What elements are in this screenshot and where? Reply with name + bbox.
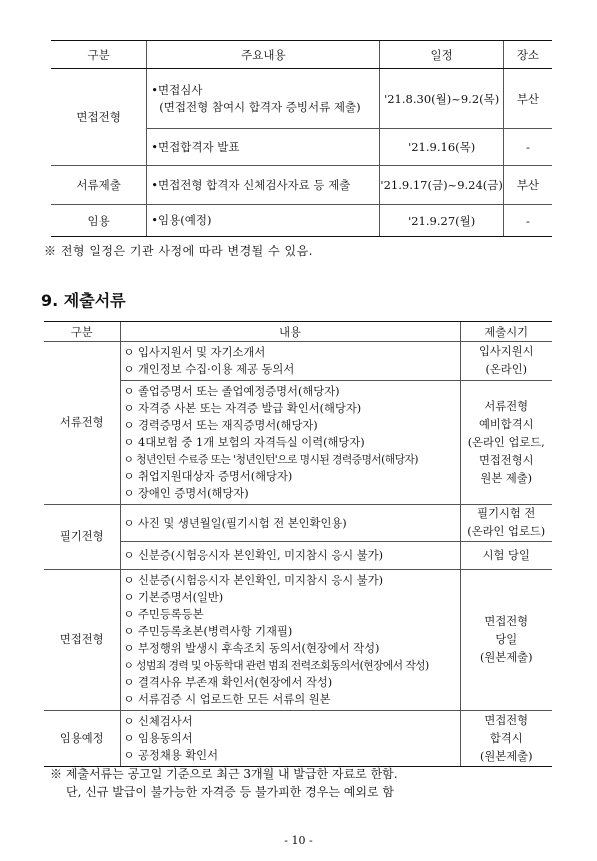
item-list [120, 542, 460, 570]
list-item: ㅇ 주민등록등본 [123, 608, 204, 621]
row-content [147, 205, 380, 237]
list-item: ㅇ 취업지원대상자 증명서(해당자) [123, 470, 293, 483]
page-number: - 10 - [284, 834, 313, 847]
row-place: - [503, 129, 552, 166]
row-content [147, 69, 380, 129]
header-content: 내용 [120, 322, 460, 342]
table-row [44, 342, 552, 381]
timing-line: (온라인) [485, 363, 528, 376]
table-row [44, 381, 552, 505]
header-category: 구분 [44, 322, 120, 342]
item-list [120, 342, 460, 381]
timing-line: 당일 [495, 633, 518, 646]
schedule-table [51, 40, 552, 237]
submit-timing [460, 342, 552, 381]
row-content [147, 129, 380, 166]
timing-line: 원본 제출) [480, 471, 533, 485]
item-list [120, 711, 460, 767]
list-item: ㅇ 신분증(시험응시자 본인확인, 미지참시 응시 불가) [123, 574, 384, 587]
header-timing: 제출시기 [460, 322, 552, 342]
timing-line: 면접전형 [484, 615, 529, 628]
content-line: •임용(예정) [151, 213, 212, 227]
documents-header-row [44, 322, 552, 342]
list-item: ㅇ 장애인 증명서(해당자) [123, 487, 249, 500]
group-category: 임용예정 [44, 711, 120, 767]
row-content [147, 166, 380, 205]
timing-line: 필기시험 전 [477, 507, 536, 520]
list-item: ㅇ 경력증명서 또는 재직증명서(해당자) [123, 419, 318, 432]
timing-line: (온라인 업로드, [467, 435, 545, 449]
row-date: '21.9.17(금)~9.24(금) [380, 166, 503, 205]
table-row [51, 166, 552, 205]
schedule-note: ※ 전형 일정은 기관 사정에 따라 변경될 수 있음. [44, 244, 313, 258]
list-item: ㅇ 서류검증 시 업로드한 모든 서류의 원본 [123, 693, 331, 706]
list-item: ㅇ 기본증명서(일반) [123, 591, 224, 604]
list-item: ㅇ 임용동의서 [123, 732, 193, 745]
table-row [51, 205, 552, 237]
documents-note [50, 765, 398, 801]
timing-line: 면접전형 [484, 713, 529, 727]
list-item: ㅇ 사진 및 생년월일(필기시험 전 본인확인용) [123, 516, 347, 530]
submit-timing [460, 570, 552, 711]
header-content: 주요내용 [147, 41, 380, 69]
content-line: (면접전형 참여시 합격자 증빙서류 제출) [159, 99, 361, 114]
list-item: ㅇ 입사지원서 및 자기소개서 [123, 346, 266, 359]
table-row [44, 570, 552, 711]
row-category: 서류제출 [51, 166, 147, 205]
list-item: ㅇ 신분증(시험응시자 본인확인, 미지참시 응시 불가) [123, 549, 384, 562]
row-place: - [503, 205, 552, 237]
timing-line: 예비합격시 [478, 417, 534, 431]
group-category: 서류전형 [44, 342, 120, 505]
header-category: 구분 [51, 41, 147, 69]
list-item: ㅇ 주민등록초본(병력사항 기재필) [123, 625, 293, 638]
row-place: 부산 [503, 166, 552, 205]
documents-table [44, 321, 552, 767]
timing-line: 면접전형시 [478, 453, 534, 467]
list-item: ㅇ 자격증 사본 또는 자격증 발급 확인서(해당자) [123, 402, 362, 415]
list-item: ㅇ 신체검사서 [123, 715, 193, 728]
row-category: 임용 [51, 205, 147, 237]
header-place: 장소 [503, 41, 552, 69]
row-place: 부산 [503, 69, 552, 129]
submit-timing [460, 542, 552, 570]
item-list [120, 381, 460, 505]
list-item: ㅇ 성범죄 경력 및 아동학대 관련 범죄 전력조회동의서(현장에서 작성) [123, 659, 429, 672]
group-category: 필기전형 [44, 505, 120, 570]
table-row [44, 711, 552, 767]
list-item: ㅇ 개인정보 수집·이용 제공 동의서 [123, 363, 295, 376]
item-list [120, 570, 460, 711]
timing-line: 합격시 [489, 731, 523, 745]
timing-line: (원본제출) [480, 749, 533, 763]
timing-line: (온라인 업로드) [467, 525, 546, 538]
list-item: ㅇ 공정채용 확인서 [123, 749, 218, 762]
table-row [44, 505, 552, 542]
timing-line: (원본제출) [480, 651, 533, 664]
timing-line: 입사지원시 [478, 345, 534, 358]
row-date: '21.9.27(월) [380, 205, 503, 237]
table-row [44, 542, 552, 570]
row-category: 면접전형 [51, 69, 147, 166]
header-date: 일정 [380, 41, 503, 69]
documents-note-line2: 단, 신규 발급이 불가능한 자격증 등 불가피한 경우는 예외로 함 [66, 785, 394, 799]
table-row [51, 69, 552, 129]
list-item: ㅇ 4대보험 중 1개 보험의 자격득실 이력(해당자) [123, 436, 365, 449]
section-title: 9. 제출서류 [41, 291, 126, 310]
documents-note-line1: ※ 제출서류는 공고일 기준으로 최근 3개월 내 발급한 자료로 한함. [50, 767, 398, 781]
schedule-header-row [51, 41, 552, 69]
group-category: 면접전형 [44, 570, 120, 711]
timing-line: 서류전형 [484, 399, 529, 413]
submit-timing [460, 381, 552, 505]
row-date: '21.8.30(월)~9.2(목) [380, 69, 503, 129]
item-list [120, 505, 460, 542]
list-item: ㅇ 청년인턴 수료증 또는 '청년인턴'으로 명시된 경력증명서(해당자) [123, 453, 418, 466]
submit-timing [460, 711, 552, 767]
row-date: '21.9.16(목) [380, 129, 503, 166]
content-line: •면접전형 합격자 신체검사자료 등 제출 [151, 177, 351, 192]
list-item: ㅇ 졸업증명서 또는 졸업예정증명서(해당자) [123, 385, 340, 398]
content-line: •면접심사 [151, 82, 203, 97]
content-line: •면접합격자 발표 [151, 139, 240, 154]
submit-timing [460, 505, 552, 542]
list-item: ㅇ 부정행위 발생시 후속조치 동의서(현장에서 작성) [123, 642, 380, 655]
timing-line: 시험 당일 [482, 548, 530, 562]
list-item: ㅇ 결격사유 부존재 확인서(현장에서 작성) [123, 676, 333, 689]
